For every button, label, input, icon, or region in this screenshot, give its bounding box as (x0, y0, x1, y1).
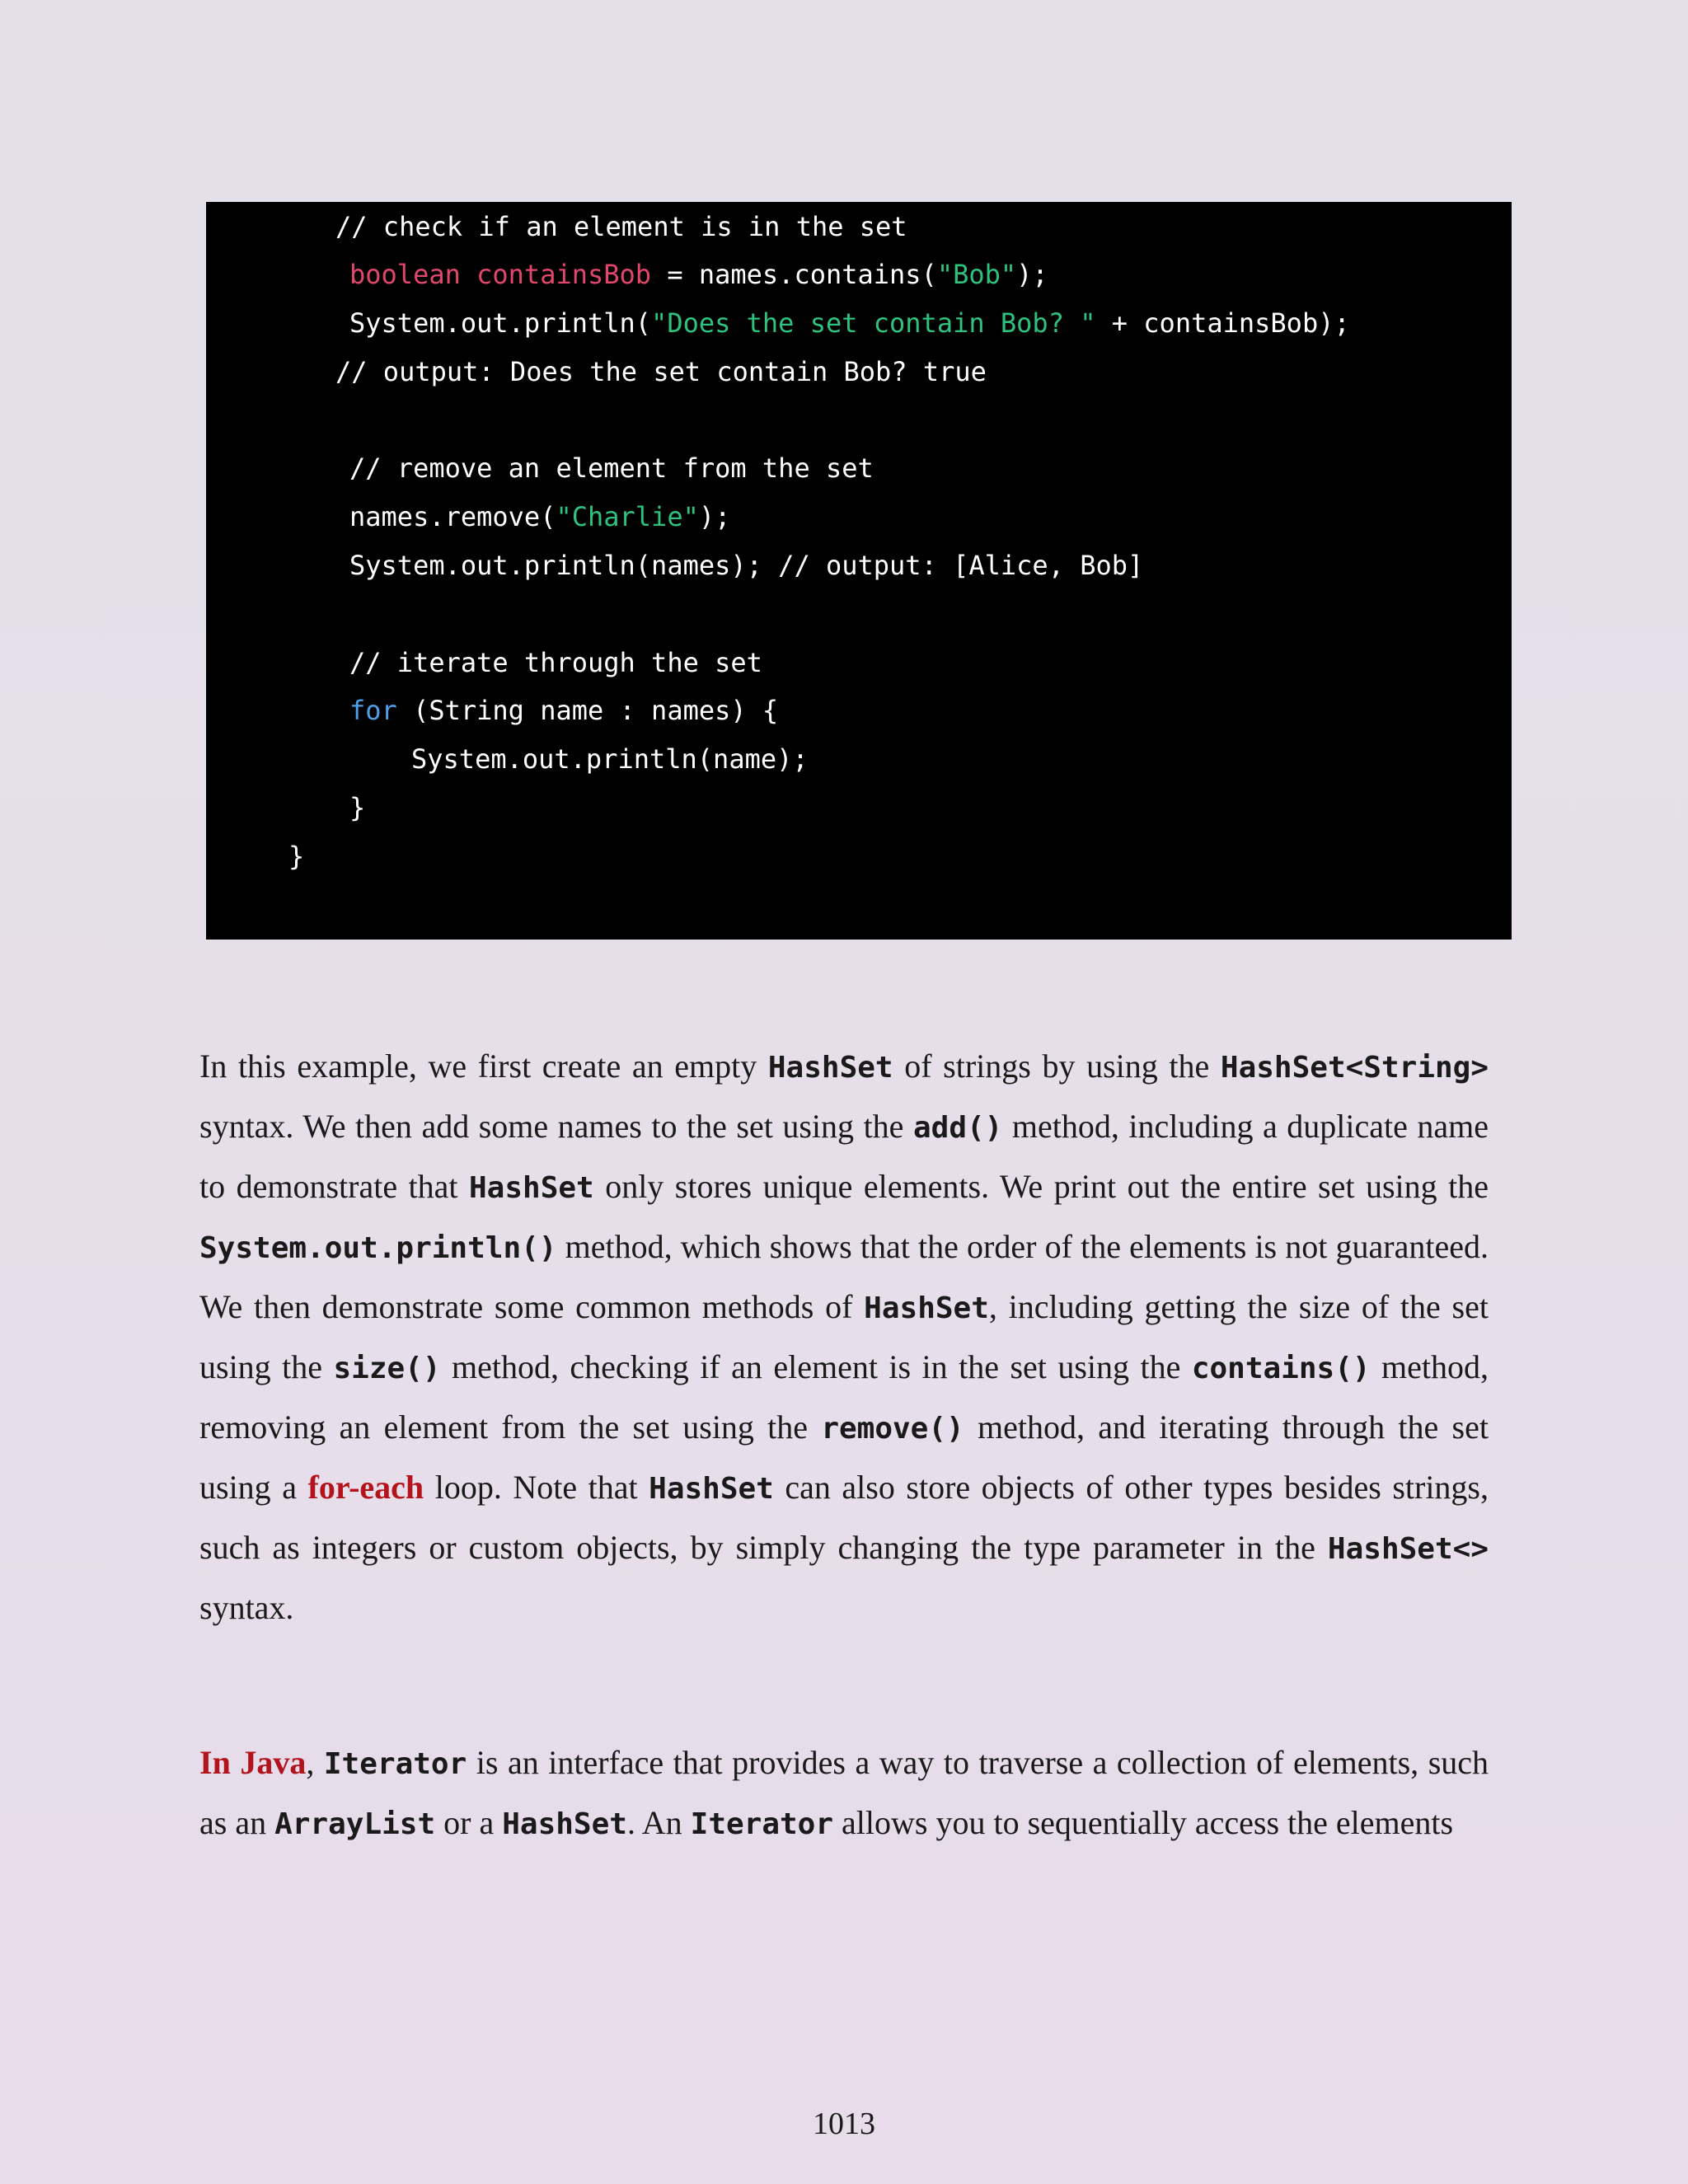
text-run: , (306, 1744, 324, 1781)
inline-code: HashSet<> (1327, 1532, 1489, 1566)
text-run: , including getting the size of the set using the (199, 1288, 1489, 1385)
code-block (206, 202, 1512, 940)
text-run: is an interface that provides a way to traverse a collection of elements, such as an (199, 1744, 1489, 1841)
code-line (349, 545, 1143, 586)
text-run: only stores unique elements. We print out the entire set using the (593, 1168, 1489, 1205)
inline-code: remove() (821, 1412, 964, 1446)
code-token: + containsBob); (1095, 307, 1350, 339)
text-run: loop. Note that (424, 1469, 649, 1506)
inline-code: ArrayList (274, 1807, 436, 1841)
code-token: // iterate through the set (349, 647, 762, 678)
code-token: } (349, 792, 366, 823)
inline-code: HashSet (767, 1051, 893, 1085)
inline-code: size() (333, 1352, 441, 1385)
text-run: can also store objects of other types besides strings, such as integers or custom objects, by simply changing the type parameter in the (199, 1469, 1489, 1566)
text-run: method, which shows that the order of the elements is not guaranteed. We then demonstrate some common methods of (199, 1228, 1489, 1325)
inline-code: HashSet (469, 1171, 594, 1205)
text-run: of strings by using the (893, 1047, 1221, 1085)
code-line (349, 690, 778, 731)
code-line (335, 351, 987, 392)
text-run: allows you to sequentially access the elements (833, 1804, 1454, 1841)
code-line (349, 642, 762, 683)
inline-code: HashSet (502, 1807, 627, 1841)
code-token: ); (1016, 259, 1048, 290)
explanation-paragraph (199, 1037, 1489, 1637)
text-run: method, including a duplicate name to demonstrate that (199, 1108, 1489, 1205)
code-token: "Charlie" (556, 501, 699, 532)
page-number: 1013 (813, 2107, 875, 2141)
inline-code: HashSet<String> (1220, 1051, 1489, 1085)
code-line (411, 738, 809, 780)
text-run: In this example, we first create an empty (199, 1047, 768, 1085)
text-run: or a (435, 1804, 503, 1841)
code-token: System.out.println(name); (411, 743, 809, 775)
code-token: (String name : names) { (396, 695, 779, 726)
code-token: } (288, 841, 305, 872)
code-token: // check if an element is in the set (335, 211, 907, 242)
text-run: method, removing an element from the set using the (199, 1348, 1489, 1446)
code-token: System.out.println( (349, 307, 652, 339)
text-run: syntax. We then add some names to the set using the (199, 1108, 913, 1145)
code-line (349, 254, 1048, 295)
code-token: = names.contains( (651, 259, 937, 290)
inline-code: Iterator (690, 1807, 834, 1841)
code-token: // remove an element from the set (349, 452, 874, 484)
text-run: method, and iterating through the set using a (199, 1408, 1489, 1506)
code-token: for (349, 695, 397, 726)
iterator-intro-paragraph (199, 1733, 1489, 1854)
code-token: names.remove( (349, 501, 556, 532)
text-run: syntax. (199, 1589, 294, 1626)
code-token: // output: Does the set contain Bob? true (335, 356, 987, 387)
code-token: "Does the set contain Bob? " (651, 307, 1096, 339)
text-run: method, checking if an element is in the set using the (440, 1348, 1192, 1385)
text-run: . An (626, 1804, 691, 1841)
inline-code: System.out.println() (199, 1231, 557, 1265)
code-token: ); (698, 501, 731, 532)
inline-code: HashSet (649, 1472, 774, 1506)
code-token: System.out.println(names); // output: [Alice, Bob] (349, 550, 1144, 581)
highlight-term: for-each (307, 1469, 424, 1506)
inline-code: add() (912, 1111, 1003, 1145)
code-token: boolean containsBob (349, 259, 652, 290)
highlight-term: In Java (199, 1744, 307, 1781)
code-line (349, 496, 730, 537)
code-token: "Bob" (936, 259, 1017, 290)
code-line (349, 302, 1350, 344)
inline-code: HashSet (864, 1291, 989, 1325)
inline-code: contains() (1191, 1352, 1371, 1385)
code-line (288, 836, 304, 877)
code-line (349, 448, 874, 489)
code-line (335, 206, 907, 247)
code-line (349, 787, 365, 828)
inline-code: Iterator (323, 1747, 467, 1781)
